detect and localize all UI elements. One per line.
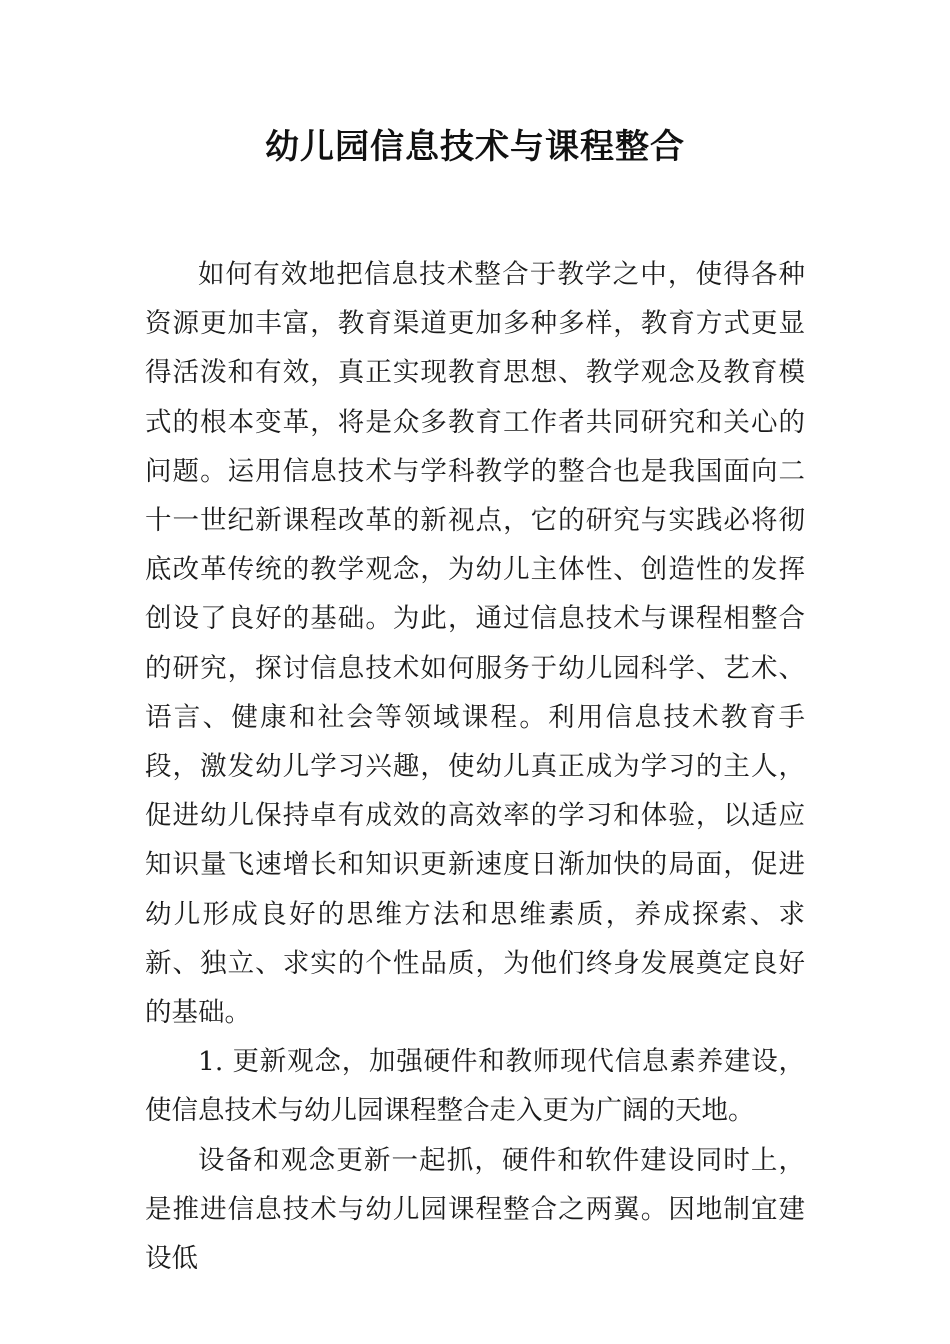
paragraph-section-1-heading: 1. 更新观念，加强硬件和教师现代信息素养建设，使信息技术与幼儿园课程整合走入更为广阔的天地。 (145, 1046, 805, 1127)
paragraph-intro: 如何有效地把信息技术整合于教学之中，使得各种资源更加丰富，教育渠道更加多种多样，教育方式更显得活泼和有效，真正实现教育思想、教学观念及教育模式的根本变革，将是众多教育工作者共同研究和关心的问题。运用信息技术与学科教学的整合也是我国面向二十一世纪新课程改革的新视点，它的研究与实践必将彻底改革传统的教学观念，为幼儿主体性、创造性的发挥创设了良好的基础。为此，通过信息技术与课程相整合的研究，探讨信息技术如何服务于幼儿园科学、艺术、语言、健康和社会等领域课程。利用信息技术教育手段，激发幼儿学习兴趣，使幼儿真正成为学习的主人，促进幼儿保持卓有成效的高效率的学习和体验，以适应知识量飞速增长和知识更新速度日渐加快的局面，促进幼儿形成良好的思维方法和思维素质，养成探索、求新、独立、求实的个性品质，为他们终身发展奠定良好的基础。 (145, 259, 805, 1029)
document-body (145, 250, 805, 1283)
document-title: 幼儿园信息技术与课程整合 (265, 127, 685, 167)
paragraph-section-1-body: 设备和观念更新一起抓，硬件和软件建设同时上，是推进信息技术与幼儿园课程整合之两翼。因地制宜建设低 (145, 1144, 805, 1275)
